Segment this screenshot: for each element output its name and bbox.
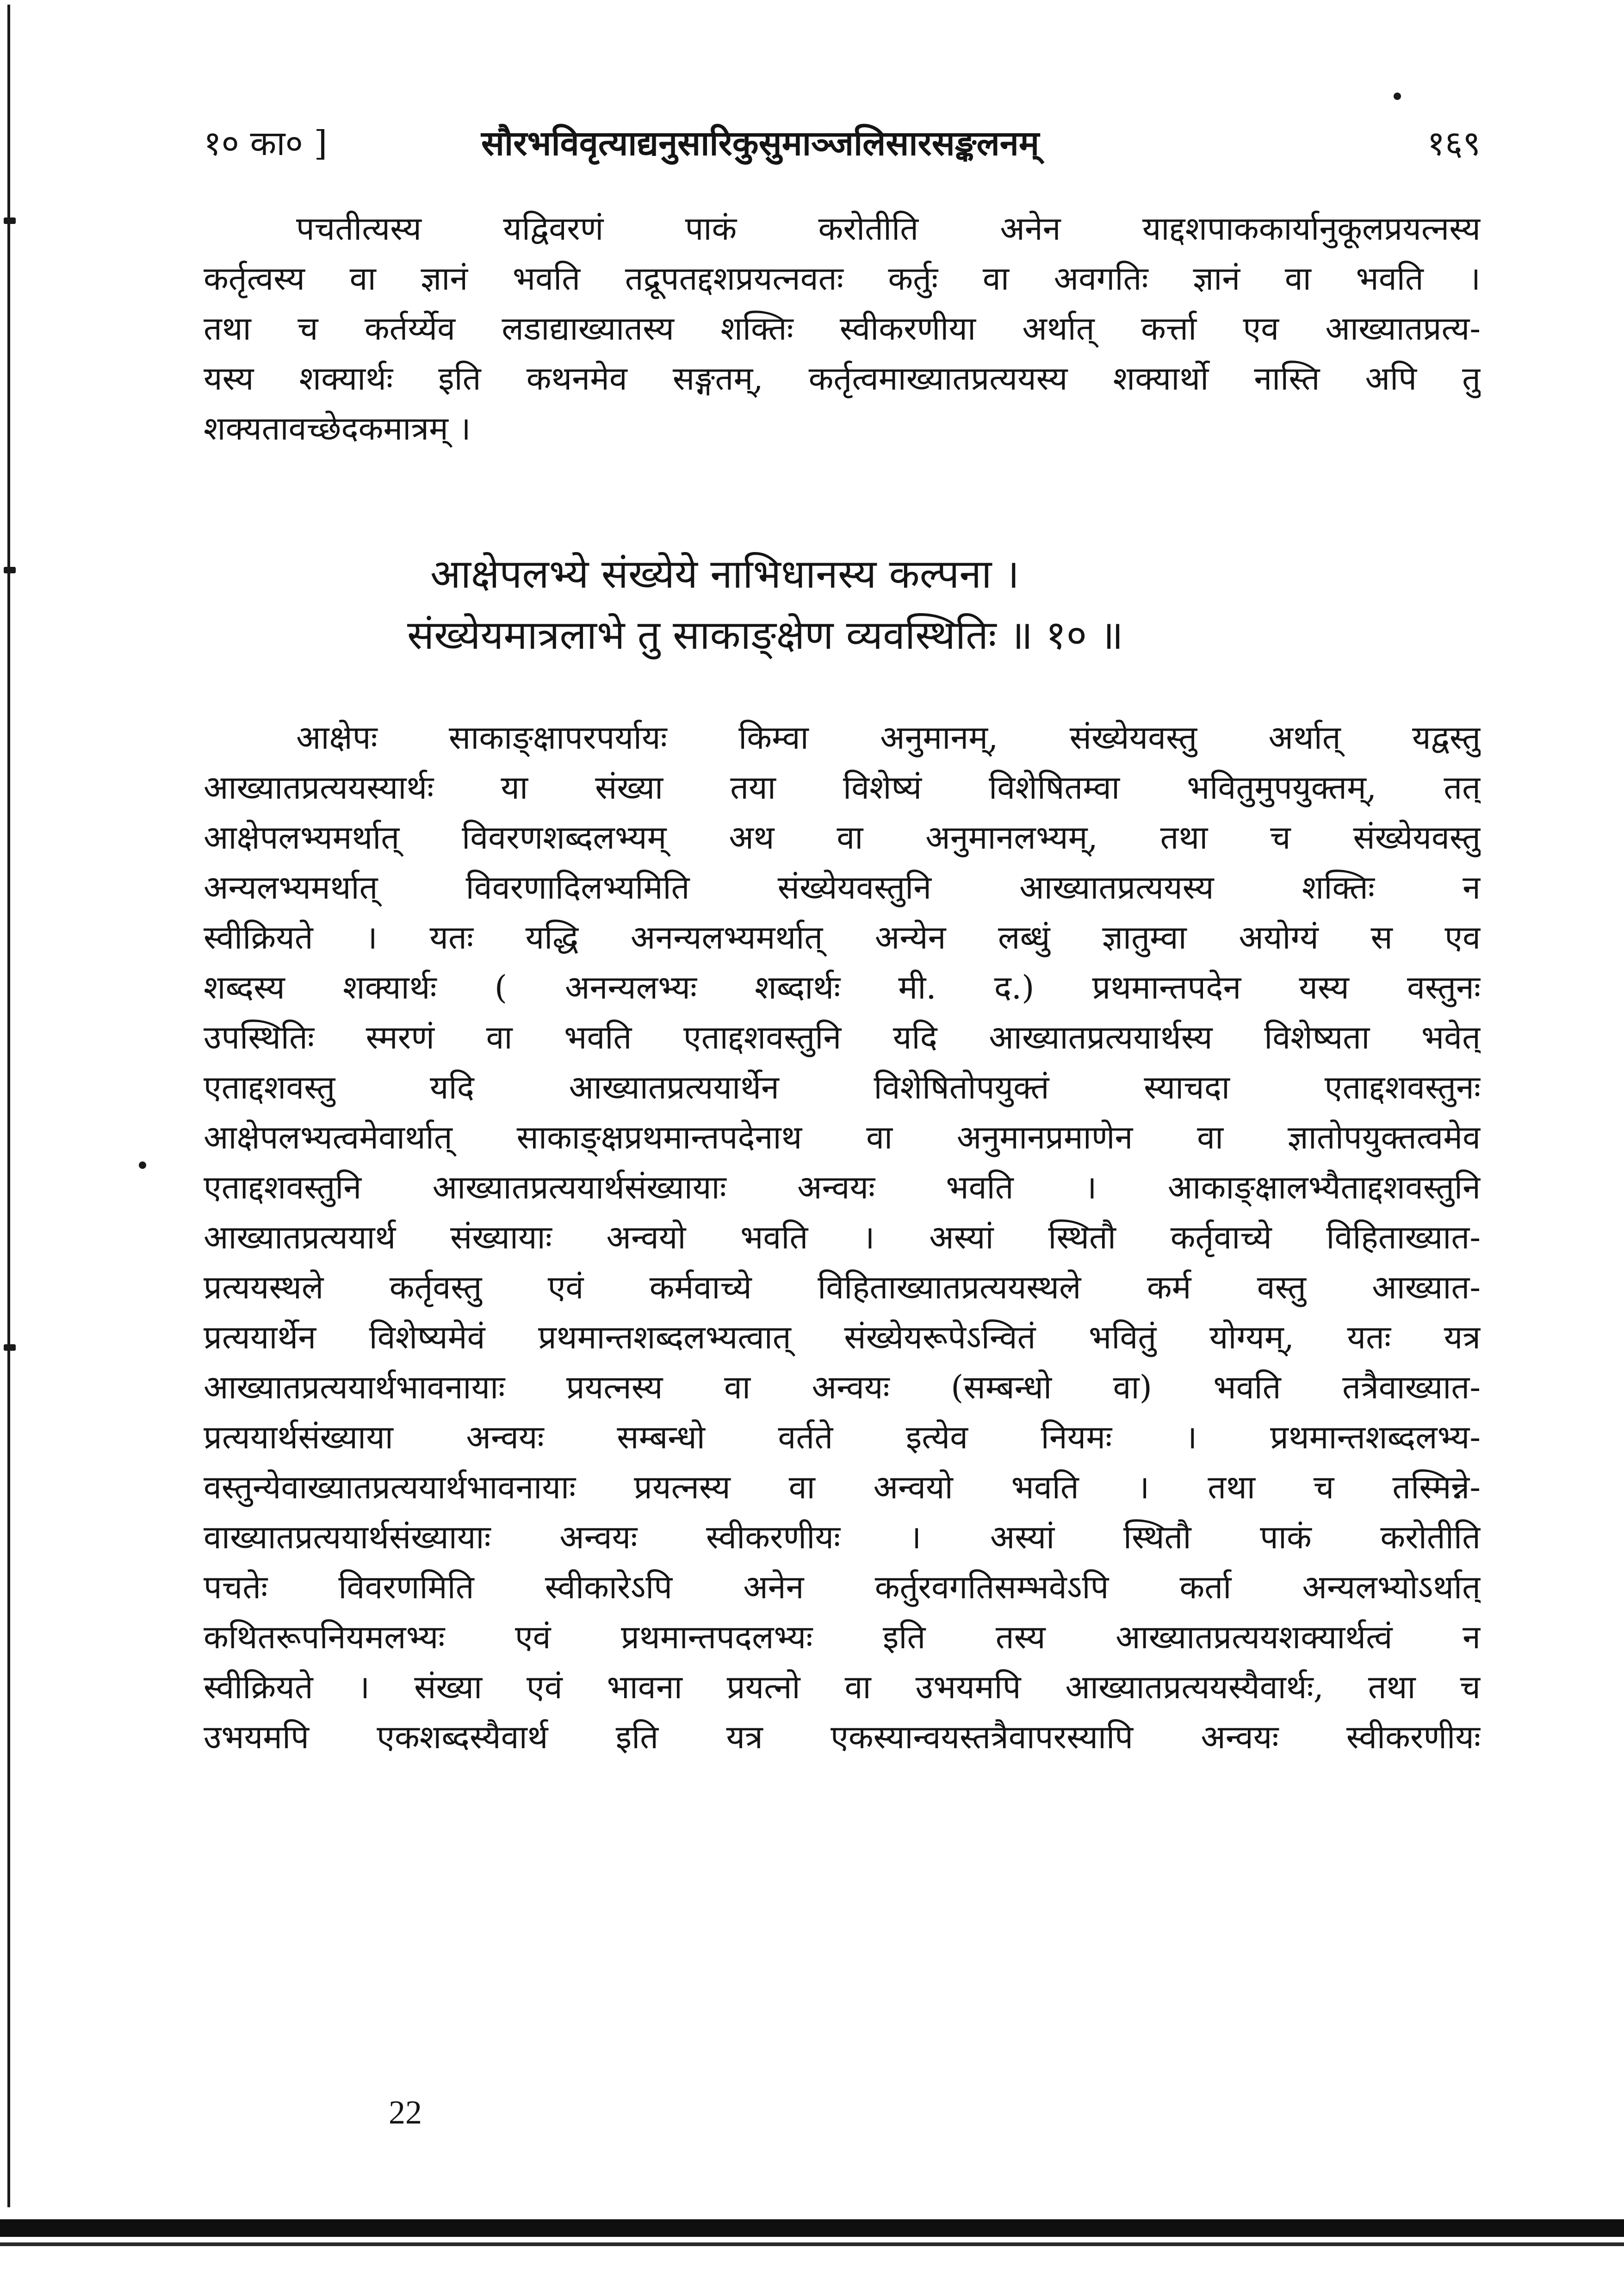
binding-edge-line (7, 5, 10, 2207)
running-title: सौरभविवृत्याद्यनुसारिकुसुमाञ्जलिसारसङ्कलनम् (481, 124, 1040, 163)
text-line: वस्तुन्येवाख्यातप्रत्ययार्थभावनायाः प्रयत्नस्य वा अन्वयो भवति । तथा च तस्मिन्ने- (204, 1468, 1481, 1506)
scan-bottom-edge-thin (0, 2242, 1624, 2246)
signature-mark: 22 (389, 2094, 422, 2131)
text-line: यस्य शक्यार्थः इति कथनमेव सङ्गतम्, कर्तृत्वमाख्यातप्रत्ययस्य शक्यार्थो नास्ति अपि तु (204, 360, 1481, 397)
paragraph-commentary-2 (204, 713, 1481, 1762)
text-line: आक्षेपलभ्यत्वमेवार्थात् साकाङ्क्षप्रथमान्तपदेनाथ वा अनुमानप्रमाणेन वा ज्ञातोपयुक्तत्वमेव (204, 1118, 1481, 1156)
section-reference: १० का० ] (204, 124, 328, 163)
text-line: उभयमपि एकशब्दस्यैवार्थ इति यत्र एकस्यान्वयस्तत्रैवापरस्यापि अन्वयः स्वीकरणीयः (204, 1718, 1481, 1756)
binding-mark (4, 1344, 16, 1351)
text-line: आख्यातप्रत्ययार्थभावनायाः प्रयत्नस्य वा अन्वयः (सम्बन्धो वा) भवति तत्रैवाख्यात- (204, 1368, 1481, 1406)
text-line: कथितरूपनियमलभ्यः एवं प्रथमान्तपदलभ्यः इति तस्य आख्यातप्रत्ययशक्यार्थत्वं न (204, 1618, 1481, 1656)
text-line: कर्तृत्वस्य वा ज्ञानं भवति तद्रूपतद्दशप्रयत्नवतः कर्तुः वा अवगतिः ज्ञानं वा भवति । (204, 260, 1481, 298)
text-line: शक्यतावच्छेदकमात्रम् । (204, 410, 471, 447)
paragraph-commentary-1 (204, 204, 1481, 453)
text-line: पचतीत्यस्य यद्विवरणं पाकं करोतीति अनेन याद्दशपाककार्यानुकूलप्रयत्नस्य (296, 210, 1481, 248)
text-line: आक्षेपलभ्यमर्थात् विवरणशब्दलभ्यम् अथ वा अनुमानलभ्यम्, तथा च संख्येयवस्तु (204, 819, 1481, 857)
stray-ink-dot (1394, 93, 1401, 100)
page-number: १६९ (1427, 124, 1481, 163)
verse-line: संख्येयमात्रलाभे तु साकाङ्क्षेण व्यवस्थितिः ॥ १० ॥ (407, 612, 1124, 658)
verse-line: आक्षेपलभ्ये संख्येये नाभिधानस्य कल्पना । (430, 551, 1020, 597)
stray-ink-dot (139, 1161, 146, 1169)
binding-mark (4, 217, 16, 224)
text-line: वाख्यातप्रत्ययार्थसंख्यायाः अन्वयः स्वीकरणीयः । अस्यां स्थितौ पाकं करोतीति (204, 1518, 1481, 1556)
text-line: स्वीक्रियते । यतः यद्धि अनन्यलभ्यमर्थात् अन्येन लब्धुं ज्ञातुम्वा अयोग्यं स एव (204, 919, 1481, 956)
text-line: आख्यातप्रत्ययस्यार्थः या संख्या तया विशेष्यं विशेषितम्वा भवितुमुपयुक्तम्, तत् (204, 769, 1481, 807)
text-line: प्रत्ययार्थेन विशेष्यमेवं प्रथमान्तशब्दलभ्यत्वात् संख्येयरूपेऽन्वितं भवितुं योग्यम्, यतः यत्र (204, 1318, 1481, 1356)
text-line: प्रत्ययार्थसंख्याया अन्वयः सम्बन्धो वर्तते इत्येव नियमः । प्रथमान्तशब्दलभ्य- (204, 1418, 1481, 1456)
text-line: तथा च कर्तर्य्येव लडाद्याख्यातस्य शक्तिः स्वीकरणीया अर्थात् कर्त्ता एव आख्यातप्रत्य- (204, 310, 1481, 348)
text-line: एताद्दशवस्तुनि आख्यातप्रत्ययार्थसंख्यायाः अन्वयः भवति । आकाङ्क्षालभ्यैताद्दशवस्तुनि (204, 1168, 1481, 1206)
text-line: प्रत्ययस्थले कर्तृवस्तु एवं कर्मवाच्ये विहिताख्यातप्रत्ययस्थले कर्म वस्तु आख्यात- (204, 1268, 1481, 1306)
binding-mark (4, 567, 16, 573)
running-header (204, 116, 1481, 171)
karika-verse (204, 544, 1481, 666)
text-line: अन्यलभ्यमर्थात् विवरणादिलभ्यमिति संख्येयवस्तुनि आख्यातप्रत्ययस्य शक्तिः न (204, 869, 1481, 907)
text-line: उपस्थितिः स्मरणं वा भवति एताद्दशवस्तुनि यदि आख्यातप्रत्ययार्थस्य विशेष्यता भवेत् (204, 1018, 1481, 1056)
text-line: स्वीक्रियते । संख्या एवं भावना प्रयत्नो वा उभयमपि आख्यातप्रत्ययस्यैवार्थः, तथा च (204, 1668, 1481, 1706)
text-line: शब्दस्य शक्यार्थः ( अनन्यलभ्यः शब्दार्थः मी. द.) प्रथमान्तपदेन यस्य वस्तुनः (204, 969, 1481, 1006)
text-line: आक्षेपः साकाङ्क्षापरपर्यायः किम्वा अनुमानम्, संख्येयवस्तु अर्थात् यद्वस्तु (296, 719, 1481, 757)
text-line: पचतेः विवरणमिति स्वीकारेऽपि अनेन कर्तुरवगतिसम्भवेऽपि कर्ता अन्यलभ्योऽर्थात् (204, 1568, 1481, 1606)
scan-bottom-edge (0, 2219, 1624, 2237)
text-line: आख्यातप्रत्ययार्थ संख्यायाः अन्वयो भवति । अस्यां स्थितौ कर्तृवाच्ये विहिताख्यात- (204, 1218, 1481, 1256)
text-line: एताद्दशवस्तु यदि आख्यातप्रत्ययार्थेन विशेषितोपयुक्तं स्याचदा एताद्दशवस्तुनः (204, 1068, 1481, 1106)
